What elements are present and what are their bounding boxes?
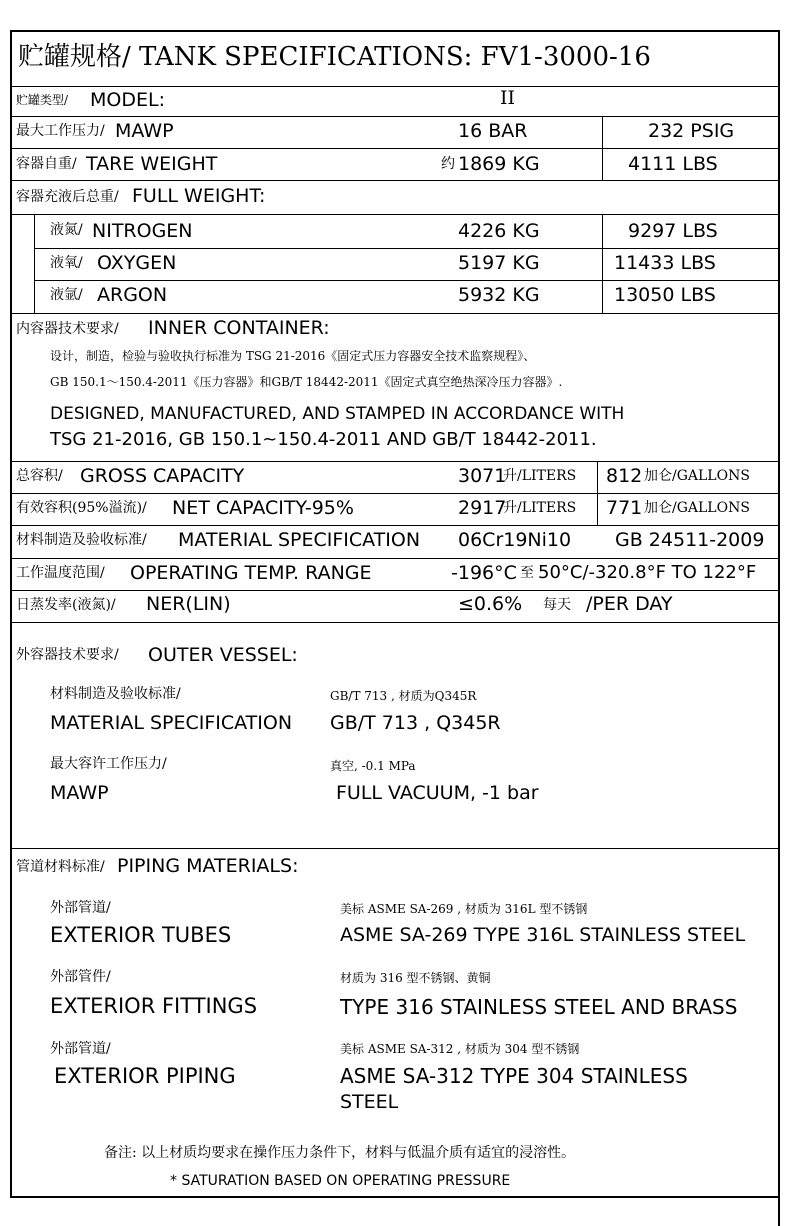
temp-mid: 至	[520, 565, 534, 581]
gas-metric: 4226 KG	[458, 220, 540, 242]
outer-mat-val-cn: GB/T 713 , 材质为Q345R	[330, 689, 477, 703]
gas-label-en: OXYGEN	[97, 252, 177, 274]
piping-item-val-cn: 材质为 316 型不锈钢、黄铜	[340, 971, 491, 985]
ner-unit-en: /PER DAY	[586, 593, 673, 615]
full-label-en: FULL WEIGHT:	[132, 185, 266, 207]
piping-label-en: PIPING MATERIALS:	[117, 855, 299, 877]
gas-metric: 5197 KG	[458, 252, 540, 274]
gas-label-en: NITROGEN	[92, 220, 193, 242]
piping-item-cn: 外部管道/	[50, 900, 111, 916]
inner-en-line1: DESIGNED, MANUFACTURED, AND STAMPED IN ACCORDANCE WITH	[50, 404, 625, 424]
gas-imperial: 13050 LBS	[614, 284, 716, 306]
temp-label-en: OPERATING TEMP. RANGE	[130, 562, 372, 584]
col-line	[597, 461, 598, 525]
piping-item-val-en: TYPE 316 STAINLESS STEEL AND BRASS	[340, 995, 738, 1019]
gross-u1: 升/LITERS	[503, 468, 577, 484]
material-label-cn: 材料制造及验收标准/	[16, 532, 147, 548]
gas-label-cn: 液氩/	[50, 287, 83, 303]
net-label-en: NET CAPACITY-95%	[172, 497, 354, 519]
row-line	[10, 590, 780, 591]
model-label-cn: 贮罐类型/	[16, 93, 69, 107]
col-line	[602, 116, 603, 180]
piping-item-en: EXTERIOR FITTINGS	[50, 994, 258, 1018]
mawp-imperial: 232 PSIG	[648, 120, 735, 142]
outer-mawp-cn: 最大容许工作压力/	[50, 756, 167, 772]
inner-label-cn: 内容器技术要求/	[16, 321, 119, 337]
tare-imperial: 4111 LBS	[628, 153, 718, 175]
gas-imperial: 9297 LBS	[628, 220, 718, 242]
piping-item-val-en2: STEEL	[340, 1091, 399, 1113]
ner-label-cn: 日蒸发率(液氮)/	[16, 597, 116, 613]
piping-item-val-en: ASME SA-312 TYPE 304 STAINLESS	[340, 1064, 688, 1088]
model-label-en: MODEL:	[90, 89, 165, 111]
row-line	[10, 180, 780, 181]
frame-bottom-line	[10, 1196, 780, 1198]
piping-item-en: EXTERIOR TUBES	[50, 923, 232, 947]
material-v1: 06Cr19Ni10	[458, 529, 572, 551]
piping-note-cn: 备注: 以上材质均要求在操作压力条件下，材料与低温介质有适宜的浸溶性。	[104, 1145, 576, 1161]
net-u1: 升/LITERS	[503, 500, 577, 516]
row-line	[10, 116, 780, 117]
ner-label-en: NER(LIN)	[146, 593, 231, 615]
frame-left-line	[10, 30, 12, 1198]
col-line	[602, 214, 603, 313]
outer-mat-val-en: GB/T 713 , Q345R	[330, 712, 501, 734]
mawp-label-en: MAWP	[115, 120, 174, 142]
inner-cn-line2: GB 150.1～150.4-2011《压力容器》和GB/T 18442-2011《固定式真空绝热深冷压力容器》.	[50, 375, 563, 389]
row-line	[10, 461, 780, 462]
mawp-metric: 16 BAR	[458, 120, 528, 142]
ner-value: ≤0.6%	[458, 593, 523, 615]
outer-mawp-val-cn: 真空, -0.1 MPa	[330, 759, 416, 773]
net-label-cn: 有效容积(95%溢流)/	[16, 500, 147, 516]
row-line	[10, 525, 780, 526]
piping-item-val-en: ASME SA-269 TYPE 316L STAINLESS STEEL	[340, 924, 746, 946]
row-line	[34, 280, 780, 281]
tare-metric: 1869 KG	[458, 153, 540, 175]
gas-label-cn: 液氮/	[50, 222, 83, 238]
inner-cn-line1: 设计，制造，检验与验收执行标准为 TSG 21-2016《固定式压力容器安全技术监察规程》、	[50, 349, 536, 363]
piping-item-cn: 外部管件/	[50, 969, 111, 985]
row-line	[10, 214, 780, 215]
row-line	[34, 248, 780, 249]
net-u2: 加仑/GALLONS	[644, 500, 750, 516]
gas-label-cn: 液氧/	[50, 255, 83, 271]
outer-label-cn: 外容器技术要求/	[16, 647, 119, 663]
tare-prefix: 约	[441, 156, 455, 172]
outer-mawp-val-en: FULL VACUUM, -1 bar	[336, 782, 539, 804]
full-label-cn: 容器充液后总重/	[16, 189, 119, 205]
spec-title: 贮罐规格/ TANK SPECIFICATIONS: FV1-3000-16	[18, 42, 651, 72]
piping-label-cn: 管道材料标准/	[16, 859, 105, 875]
row-line	[10, 848, 780, 849]
inner-en-line2: TSG 21-2016, GB 150.1~150.4-2011 AND GB/T 18442-2011.	[50, 429, 597, 450]
temp-label-cn: 工作温度范围/	[16, 565, 105, 581]
temp-v2: 50°C/-320.8°F TO 122°F	[538, 562, 757, 583]
row-line	[10, 558, 780, 559]
row-line	[10, 86, 780, 87]
net-v2: 771	[606, 497, 643, 519]
piping-item-val-cn: 美标 ASME SA-312 , 材质为 304 型不锈钢	[340, 1042, 580, 1056]
outer-mawp-en: MAWP	[50, 782, 109, 804]
frame-right-line	[778, 30, 780, 1226]
temp-v1: -196°C	[451, 562, 517, 584]
inner-label-en: INNER CONTAINER:	[148, 317, 330, 339]
net-v1: 2917	[458, 497, 507, 519]
outer-mat-cn: 材料制造及验收标准/	[50, 686, 181, 702]
col-line	[34, 214, 35, 313]
piping-item-cn: 外部管道/	[50, 1041, 111, 1057]
row-line	[10, 313, 780, 314]
ner-unit-cn: 每天	[543, 597, 571, 613]
gross-label-cn: 总容积/	[16, 468, 63, 484]
outer-label-en: OUTER VESSEL:	[148, 644, 298, 666]
piping-item-en: EXTERIOR PIPING	[54, 1064, 236, 1088]
gross-v1: 3071	[458, 465, 507, 487]
gross-u2: 加仑/GALLONS	[644, 468, 750, 484]
mawp-label-cn: 最大工作压力/	[16, 123, 105, 139]
gross-label-en: GROSS CAPACITY	[80, 465, 245, 487]
material-label-en: MATERIAL SPECIFICATION	[178, 529, 421, 551]
outer-mat-en: MATERIAL SPECIFICATION	[50, 712, 293, 734]
tare-label-en: TARE WEIGHT	[86, 153, 218, 175]
gas-label-en: ARGON	[97, 284, 168, 306]
tare-label-cn: 容器自重/	[16, 156, 77, 172]
gas-metric: 5932 KG	[458, 284, 540, 306]
row-line	[10, 148, 780, 149]
piping-note-en: * SATURATION BASED ON OPERATING PRESSURE	[170, 1173, 511, 1189]
piping-item-val-cn: 美标 ASME SA-269 , 材质为 316L 型不锈钢	[340, 902, 588, 916]
material-v2: GB 24511-2009	[615, 529, 765, 551]
gas-imperial: 11433 LBS	[614, 252, 716, 274]
gross-v2: 812	[606, 465, 643, 487]
frame-top-line	[10, 30, 780, 32]
row-line	[10, 493, 780, 494]
row-line	[10, 622, 780, 623]
model-value: II	[500, 87, 516, 109]
